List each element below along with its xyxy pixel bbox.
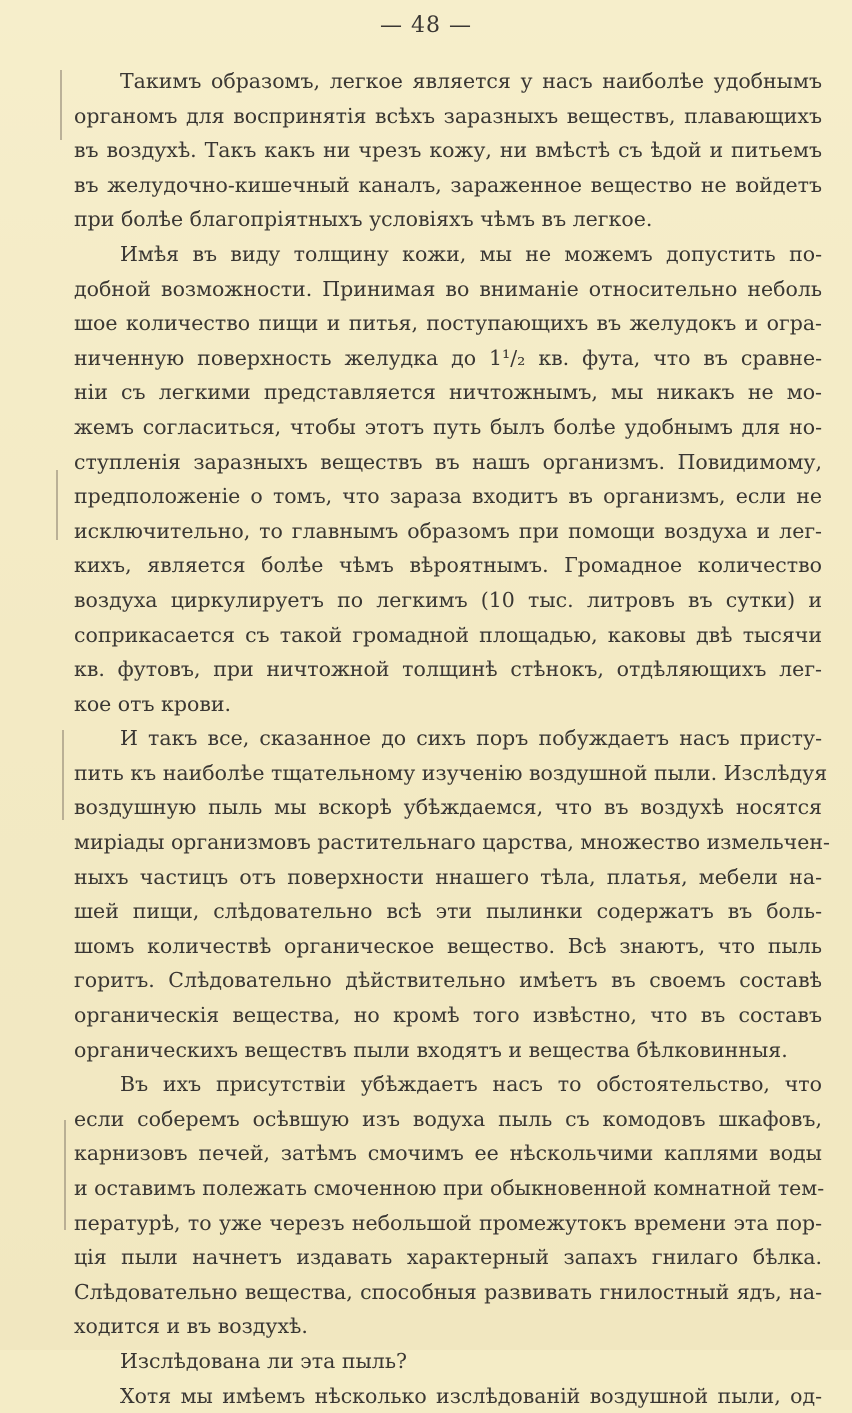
text-line: въ воздухѣ. Такъ какъ ни чрезъ кожу, ни вмѣстѣ съ ѣдой и питьемъ	[74, 138, 822, 163]
text-line: органическія вещества, но кромѣ того извѣстно, что въ составъ	[74, 1003, 822, 1028]
text-line: исключительно, то главнымъ образомъ при помощи воздуха и лег-	[74, 518, 822, 543]
text-line: кихъ, является болѣе чѣмъ вѣроятнымъ. Громадное количество	[74, 553, 822, 578]
text-line: если соберемъ осѣвшую изъ водуха пыль съ комодовъ шкафовъ,	[74, 1106, 822, 1131]
margin-mark	[62, 730, 64, 820]
text-line: кв. футовъ, при ничтожной толщинѣ стѣнокъ, отдѣляющихъ лег-	[74, 657, 822, 682]
text-line: карнизовъ печей, затѣмъ смочимъ ее нѣскольчими каплями воды	[74, 1141, 822, 1166]
text-line: ходится и въ воздухѣ.	[74, 1314, 308, 1339]
text-line: ниченную поверхность желудка до 1¹/₂ кв. фута, что въ сравне-	[74, 345, 822, 370]
text-line: миріады организмовъ растительнаго царства, множество измельчен-	[74, 830, 830, 855]
text-line: ступленія заразныхъ веществъ въ нашъ организмъ. Повидимому,	[74, 449, 822, 474]
text-line: органомъ для воспринятія всѣхъ заразныхъ веществъ, плавающихъ	[74, 103, 822, 128]
text-line: шей пищи, слѣдовательно всѣ эти пылинки содержатъ въ боль-	[74, 899, 822, 924]
text-line: и оставимъ полежать смоченною при обыкновенной комнатной тем-	[74, 1176, 825, 1200]
text-line: воздуха циркулируетъ по легкимъ (10 тыс. литровъ въ сутки) и	[74, 587, 822, 612]
page-number: — 48 —	[380, 13, 472, 38]
text-line: шомъ количествѣ органическое вещество. Всѣ знаютъ, что пыль	[74, 933, 822, 958]
text-line: Хотя мы имѣемъ нѣсколько изслѣдованій воздушной пыли, од-	[120, 1383, 822, 1408]
text-line: Въ ихъ присутствіи убѣждаетъ насъ то обстоятельство, что	[120, 1072, 822, 1097]
text-line: кое отъ крови.	[74, 691, 232, 716]
text-line: при болѣе благопріятныхъ условіяхъ чѣмъ въ легкое.	[74, 207, 653, 232]
text-line: ція пыли начнетъ издавать характерный запахъ гнилаго бѣлка.	[74, 1245, 822, 1270]
text-line: горитъ. Слѣдовательно дѣйствительно имѣетъ въ своемъ составѣ	[74, 968, 822, 993]
margin-mark	[56, 470, 58, 540]
text-line: ніи съ легкими представляется ничтожнымъ, мы никакъ не мо-	[74, 380, 822, 405]
text-line: воздушную пыль мы вскорѣ убѣждаемся, что въ воздухѣ носятся	[74, 795, 822, 820]
text-line: жемъ согласиться, чтобы этотъ путь былъ болѣе удобнымъ для но-	[74, 414, 822, 439]
text-line: въ желудочно-кишечный каналъ, зараженное вещество не войдетъ	[74, 172, 822, 197]
text-line: предположеніе о томъ, что зараза входитъ въ организмъ, если не	[74, 484, 822, 509]
text-line: И такъ все, сказанное до сихъ поръ побуждаетъ насъ присту-	[120, 726, 822, 751]
text-line: ныхъ частицъ отъ поверхности ннашего тѣла, платья, мебели на-	[74, 864, 822, 889]
text-line: Такимъ образомъ, легкое является у насъ наиболѣе удобнымъ	[120, 69, 822, 93]
margin-mark	[60, 70, 62, 140]
text-line: соприкасается съ такой громадной площадью, каковы двѣ тысячи	[74, 622, 822, 647]
body-text	[74, 64, 830, 1413]
text-line: пить къ наиболѣе тщательному изученію воздушной пыли. Изслѣдуя	[74, 760, 828, 785]
text-line: Имѣя въ виду толщину кожи, мы не можемъ допустить по-	[120, 241, 822, 266]
text-line: Слѣдовательно вещества, способныя развивать гнилостный ядъ, на-	[74, 1279, 822, 1304]
text-line: Изслѣдована ли эта пыль?	[120, 1348, 407, 1373]
text-line: добной возможности. Принимая во вниманіе относительно неболь	[74, 276, 822, 301]
text-line: шое количество пищи и питья, поступающихъ въ желудокъ и огра-	[74, 311, 822, 336]
margin-mark	[64, 1120, 66, 1230]
text-line: органическихъ веществъ пыли входятъ и вещества бѣлковинныя.	[74, 1037, 788, 1062]
text-line: пературѣ, то уже черезъ небольшой промежутокъ времени эта пор-	[74, 1210, 822, 1235]
